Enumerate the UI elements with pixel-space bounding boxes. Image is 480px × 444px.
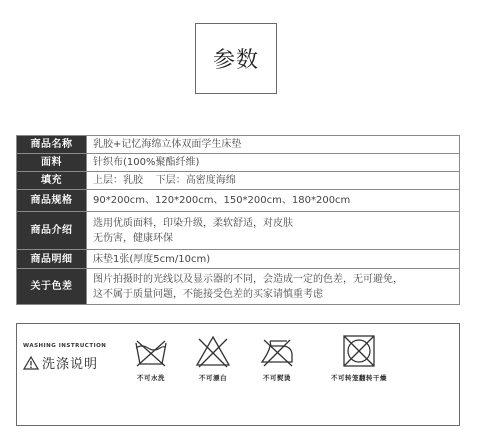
spec-label: 填充 [17, 172, 87, 190]
spec-value: 乳胶+记忆海绵立体双面学生床垫 [87, 136, 460, 154]
no-iron-icon [258, 334, 296, 368]
spec-label: 商品名称 [17, 136, 87, 154]
care-item-no-bleach [193, 334, 233, 382]
care-label: 不可转笼翻转干燥 [331, 374, 387, 382]
care-label: 不可漂白 [199, 374, 227, 382]
care-item-no-wash [131, 334, 171, 382]
washing-title-en: WASHING INSTRUCTION [23, 343, 107, 349]
warning-icon [23, 356, 39, 370]
washing-title-row [23, 353, 133, 372]
spec-value: 床垫1张(厚度5cm/10cm) [87, 250, 460, 269]
spec-row-intro [17, 212, 460, 250]
care-item-no-iron [257, 334, 297, 382]
no-tumble-dry-icon [341, 334, 377, 368]
spec-label: 关于色差 [17, 269, 87, 305]
spec-line: 选用优质面料，印染升级，柔软舒适，对皮肤 [93, 217, 293, 229]
spec-value: 针织布(100%聚酯纤维) [87, 154, 460, 172]
spec-value: 上层：乳胶 下层：高密度海绵 [87, 172, 460, 190]
spec-label: 面料 [17, 154, 87, 172]
care-label: 不可水洗 [137, 374, 165, 382]
spec-value [87, 269, 460, 305]
spec-label: 商品介绍 [17, 212, 87, 250]
spec-label: 商品明细 [17, 250, 87, 269]
washing-title-cn: 洗涤说明 [42, 357, 99, 372]
spec-line: 这不属于质量问题，不能接受色差的买家请慎重考虑 [93, 288, 323, 300]
spec-line: 无伤害，健康环保 [93, 232, 173, 244]
page-title: 参数 [195, 23, 277, 94]
spec-label: 商品规格 [17, 190, 87, 212]
no-bleach-icon [194, 334, 232, 368]
spec-row-detail [17, 250, 460, 269]
spec-row-name [17, 136, 460, 154]
spec-value [87, 212, 460, 250]
spec-line: 图片拍摄时的光线以及显示器的不同，会造成一定的色差，无可避免， [93, 273, 403, 285]
care-label: 不可熨烫 [263, 374, 291, 382]
care-item-no-tumble-dry [319, 334, 399, 382]
no-wash-icon [133, 334, 169, 368]
spec-row-filling [17, 172, 460, 190]
spec-row-fabric [17, 154, 460, 172]
spec-row-size [17, 190, 460, 212]
spec-value: 90*200cm、120*200cm、150*200cm、180*200cm [87, 190, 460, 212]
washing-header [23, 343, 133, 372]
spec-table [16, 135, 460, 305]
spec-row-color [17, 269, 460, 305]
washing-panel [16, 323, 460, 426]
